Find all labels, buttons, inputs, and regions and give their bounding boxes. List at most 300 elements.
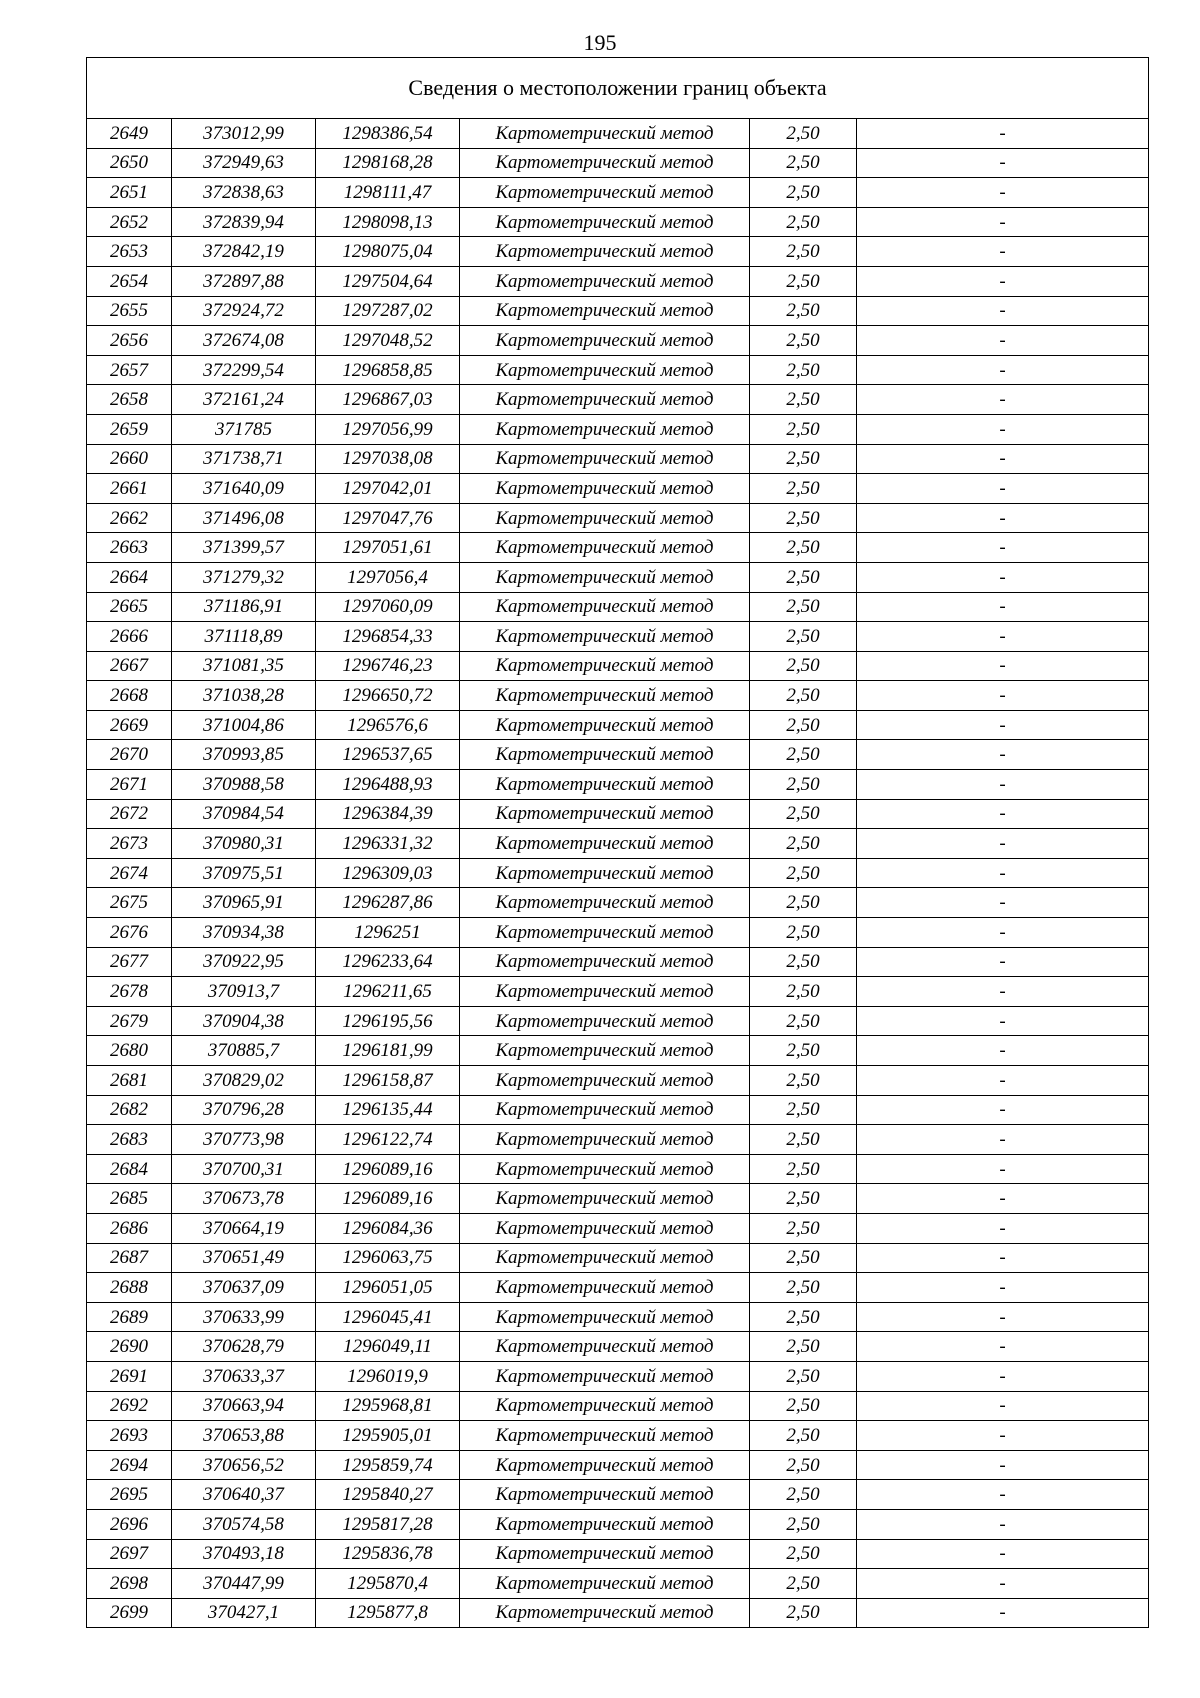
y-coordinate-cell: 1297042,01 (316, 474, 460, 504)
x-coordinate-cell: 372839,94 (172, 207, 316, 237)
accuracy-cell: 2,50 (750, 503, 857, 533)
y-coordinate-cell: 1295836,78 (316, 1539, 460, 1569)
point-number-cell: 2665 (87, 592, 172, 622)
description-cell: - (857, 1184, 1149, 1214)
description-cell: - (857, 355, 1149, 385)
description-cell: - (857, 296, 1149, 326)
description-cell: - (857, 799, 1149, 829)
table-row (87, 1066, 1149, 1096)
method-cell: Картометрический метод (460, 858, 750, 888)
table-row (87, 1213, 1149, 1243)
description-cell: - (857, 1273, 1149, 1303)
point-number-cell: 2655 (87, 296, 172, 326)
accuracy-cell: 2,50 (750, 296, 857, 326)
table-row (87, 681, 1149, 711)
point-number-cell: 2658 (87, 385, 172, 415)
x-coordinate-cell: 373012,99 (172, 119, 316, 149)
x-coordinate-cell: 371738,71 (172, 444, 316, 474)
x-coordinate-cell: 370988,58 (172, 770, 316, 800)
y-coordinate-cell: 1296867,03 (316, 385, 460, 415)
table-title: Сведения о местоположении границ объекта (87, 58, 1149, 119)
point-number-cell: 2654 (87, 266, 172, 296)
point-number-cell: 2669 (87, 710, 172, 740)
method-cell: Картометрический метод (460, 1569, 750, 1599)
x-coordinate-cell: 370965,91 (172, 888, 316, 918)
description-cell: - (857, 1391, 1149, 1421)
x-coordinate-cell: 370829,02 (172, 1066, 316, 1096)
accuracy-cell: 2,50 (750, 266, 857, 296)
description-cell: - (857, 770, 1149, 800)
description-cell: - (857, 592, 1149, 622)
point-number-cell: 2696 (87, 1509, 172, 1539)
table-row (87, 562, 1149, 592)
description-cell: - (857, 947, 1149, 977)
method-cell: Картометрический метод (460, 829, 750, 859)
description-cell: - (857, 148, 1149, 178)
y-coordinate-cell: 1296051,05 (316, 1273, 460, 1303)
x-coordinate-cell: 370984,54 (172, 799, 316, 829)
accuracy-cell: 2,50 (750, 1332, 857, 1362)
y-coordinate-cell: 1297060,09 (316, 592, 460, 622)
point-number-cell: 2679 (87, 1006, 172, 1036)
y-coordinate-cell: 1296019,9 (316, 1361, 460, 1391)
method-cell: Картометрический метод (460, 740, 750, 770)
y-coordinate-cell: 1296854,33 (316, 622, 460, 652)
y-coordinate-cell: 1296384,39 (316, 799, 460, 829)
y-coordinate-cell: 1297038,08 (316, 444, 460, 474)
accuracy-cell: 2,50 (750, 1006, 857, 1036)
table-row (87, 1361, 1149, 1391)
description-cell: - (857, 1332, 1149, 1362)
description-cell: - (857, 1243, 1149, 1273)
point-number-cell: 2681 (87, 1066, 172, 1096)
y-coordinate-cell: 1296309,03 (316, 858, 460, 888)
method-cell: Картометрический метод (460, 148, 750, 178)
x-coordinate-cell: 372949,63 (172, 148, 316, 178)
y-coordinate-cell: 1298111,47 (316, 178, 460, 208)
method-cell: Картометрический метод (460, 1598, 750, 1628)
method-cell: Картометрический метод (460, 1213, 750, 1243)
table-row (87, 1569, 1149, 1599)
y-coordinate-cell: 1296251 (316, 918, 460, 948)
y-coordinate-cell: 1295870,4 (316, 1569, 460, 1599)
method-cell: Картометрический метод (460, 1243, 750, 1273)
method-cell: Картометрический метод (460, 178, 750, 208)
description-cell: - (857, 1066, 1149, 1096)
table-row (87, 710, 1149, 740)
y-coordinate-cell: 1296135,44 (316, 1095, 460, 1125)
description-cell: - (857, 1125, 1149, 1155)
y-coordinate-cell: 1296195,56 (316, 1006, 460, 1036)
method-cell: Картометрический метод (460, 207, 750, 237)
x-coordinate-cell: 370993,85 (172, 740, 316, 770)
description-cell: - (857, 888, 1149, 918)
method-cell: Картометрический метод (460, 385, 750, 415)
accuracy-cell: 2,50 (750, 681, 857, 711)
method-cell: Картометрический метод (460, 326, 750, 356)
point-number-cell: 2656 (87, 326, 172, 356)
point-number-cell: 2677 (87, 947, 172, 977)
point-number-cell: 2693 (87, 1421, 172, 1451)
description-cell: - (857, 1302, 1149, 1332)
table-row (87, 1036, 1149, 1066)
description-cell: - (857, 1421, 1149, 1451)
method-cell: Картометрический метод (460, 651, 750, 681)
point-number-cell: 2676 (87, 918, 172, 948)
description-cell: - (857, 681, 1149, 711)
description-cell: - (857, 740, 1149, 770)
x-coordinate-cell: 370922,95 (172, 947, 316, 977)
accuracy-cell: 2,50 (750, 1184, 857, 1214)
x-coordinate-cell: 370975,51 (172, 858, 316, 888)
point-number-cell: 2672 (87, 799, 172, 829)
y-coordinate-cell: 1296158,87 (316, 1066, 460, 1096)
point-number-cell: 2673 (87, 829, 172, 859)
table-row (87, 1125, 1149, 1155)
x-coordinate-cell: 370633,99 (172, 1302, 316, 1332)
table-row (87, 237, 1149, 267)
point-number-cell: 2687 (87, 1243, 172, 1273)
x-coordinate-cell: 370651,49 (172, 1243, 316, 1273)
method-cell: Картометрический метод (460, 1184, 750, 1214)
method-cell: Картометрический метод (460, 1539, 750, 1569)
y-coordinate-cell: 1295817,28 (316, 1509, 460, 1539)
point-number-cell: 2657 (87, 355, 172, 385)
description-cell: - (857, 237, 1149, 267)
method-cell: Картометрический метод (460, 444, 750, 474)
boundary-table (86, 57, 1149, 1628)
table-row (87, 326, 1149, 356)
x-coordinate-cell: 370663,94 (172, 1391, 316, 1421)
table-row (87, 503, 1149, 533)
point-number-cell: 2650 (87, 148, 172, 178)
method-cell: Картометрический метод (460, 1036, 750, 1066)
description-cell: - (857, 977, 1149, 1007)
description-cell: - (857, 1569, 1149, 1599)
y-coordinate-cell: 1298168,28 (316, 148, 460, 178)
point-number-cell: 2674 (87, 858, 172, 888)
method-cell: Картометрический метод (460, 266, 750, 296)
method-cell: Картометрический метод (460, 1125, 750, 1155)
table-row (87, 1302, 1149, 1332)
point-number-cell: 2666 (87, 622, 172, 652)
y-coordinate-cell: 1296650,72 (316, 681, 460, 711)
x-coordinate-cell: 370664,19 (172, 1213, 316, 1243)
x-coordinate-cell: 370628,79 (172, 1332, 316, 1362)
description-cell: - (857, 1450, 1149, 1480)
accuracy-cell: 2,50 (750, 1125, 857, 1155)
point-number-cell: 2659 (87, 414, 172, 444)
description-cell: - (857, 1509, 1149, 1539)
point-number-cell: 2664 (87, 562, 172, 592)
table-row (87, 178, 1149, 208)
method-cell: Картометрический метод (460, 1480, 750, 1510)
y-coordinate-cell: 1296089,16 (316, 1154, 460, 1184)
y-coordinate-cell: 1295859,74 (316, 1450, 460, 1480)
y-coordinate-cell: 1298098,13 (316, 207, 460, 237)
table-row (87, 947, 1149, 977)
x-coordinate-cell: 371038,28 (172, 681, 316, 711)
accuracy-cell: 2,50 (750, 918, 857, 948)
x-coordinate-cell: 372838,63 (172, 178, 316, 208)
x-coordinate-cell: 370885,7 (172, 1036, 316, 1066)
x-coordinate-cell: 370656,52 (172, 1450, 316, 1480)
y-coordinate-cell: 1297051,61 (316, 533, 460, 563)
method-cell: Картометрический метод (460, 1332, 750, 1362)
y-coordinate-cell: 1296488,93 (316, 770, 460, 800)
description-cell: - (857, 710, 1149, 740)
table-body (87, 58, 1149, 1628)
point-number-cell: 2651 (87, 178, 172, 208)
y-coordinate-cell: 1296211,65 (316, 977, 460, 1007)
x-coordinate-cell: 370447,99 (172, 1569, 316, 1599)
method-cell: Картометрический метод (460, 562, 750, 592)
description-cell: - (857, 622, 1149, 652)
x-coordinate-cell: 371785 (172, 414, 316, 444)
x-coordinate-cell: 372924,72 (172, 296, 316, 326)
table-row (87, 1450, 1149, 1480)
point-number-cell: 2691 (87, 1361, 172, 1391)
accuracy-cell: 2,50 (750, 474, 857, 504)
x-coordinate-cell: 372299,54 (172, 355, 316, 385)
x-coordinate-cell: 370673,78 (172, 1184, 316, 1214)
y-coordinate-cell: 1296049,11 (316, 1332, 460, 1362)
accuracy-cell: 2,50 (750, 207, 857, 237)
description-cell: - (857, 1095, 1149, 1125)
y-coordinate-cell: 1297047,76 (316, 503, 460, 533)
y-coordinate-cell: 1297056,99 (316, 414, 460, 444)
description-cell: - (857, 1036, 1149, 1066)
y-coordinate-cell: 1297287,02 (316, 296, 460, 326)
x-coordinate-cell: 371496,08 (172, 503, 316, 533)
accuracy-cell: 2,50 (750, 385, 857, 415)
accuracy-cell: 2,50 (750, 829, 857, 859)
point-number-cell: 2692 (87, 1391, 172, 1421)
x-coordinate-cell: 371186,91 (172, 592, 316, 622)
point-number-cell: 2683 (87, 1125, 172, 1155)
description-cell: - (857, 1480, 1149, 1510)
table-row (87, 1154, 1149, 1184)
accuracy-cell: 2,50 (750, 1539, 857, 1569)
description-cell: - (857, 207, 1149, 237)
accuracy-cell: 2,50 (750, 1361, 857, 1391)
point-number-cell: 2695 (87, 1480, 172, 1510)
x-coordinate-cell: 370493,18 (172, 1539, 316, 1569)
accuracy-cell: 2,50 (750, 237, 857, 267)
description-cell: - (857, 829, 1149, 859)
y-coordinate-cell: 1297048,52 (316, 326, 460, 356)
method-cell: Картометрический метод (460, 1450, 750, 1480)
y-coordinate-cell: 1296331,32 (316, 829, 460, 859)
description-cell: - (857, 266, 1149, 296)
accuracy-cell: 2,50 (750, 1480, 857, 1510)
method-cell: Картометрический метод (460, 622, 750, 652)
y-coordinate-cell: 1296089,16 (316, 1184, 460, 1214)
accuracy-cell: 2,50 (750, 326, 857, 356)
table-row (87, 918, 1149, 948)
accuracy-cell: 2,50 (750, 651, 857, 681)
point-number-cell: 2697 (87, 1539, 172, 1569)
table-row (87, 207, 1149, 237)
x-coordinate-cell: 370653,88 (172, 1421, 316, 1451)
description-cell: - (857, 1361, 1149, 1391)
table-row (87, 533, 1149, 563)
x-coordinate-cell: 370574,58 (172, 1509, 316, 1539)
point-number-cell: 2689 (87, 1302, 172, 1332)
method-cell: Картометрический метод (460, 770, 750, 800)
table-row (87, 1391, 1149, 1421)
point-number-cell: 2652 (87, 207, 172, 237)
x-coordinate-cell: 371081,35 (172, 651, 316, 681)
accuracy-cell: 2,50 (750, 947, 857, 977)
point-number-cell: 2694 (87, 1450, 172, 1480)
method-cell: Картометрический метод (460, 681, 750, 711)
accuracy-cell: 2,50 (750, 1302, 857, 1332)
y-coordinate-cell: 1296233,64 (316, 947, 460, 977)
table-row (87, 1598, 1149, 1628)
description-cell: - (857, 414, 1149, 444)
accuracy-cell: 2,50 (750, 414, 857, 444)
method-cell: Картометрический метод (460, 1361, 750, 1391)
method-cell: Картометрический метод (460, 1391, 750, 1421)
y-coordinate-cell: 1296122,74 (316, 1125, 460, 1155)
table-row (87, 592, 1149, 622)
point-number-cell: 2675 (87, 888, 172, 918)
table-row (87, 1273, 1149, 1303)
x-coordinate-cell: 371004,86 (172, 710, 316, 740)
accuracy-cell: 2,50 (750, 888, 857, 918)
table-row (87, 385, 1149, 415)
description-cell: - (857, 1539, 1149, 1569)
point-number-cell: 2678 (87, 977, 172, 1007)
table-row (87, 977, 1149, 1007)
description-cell: - (857, 444, 1149, 474)
x-coordinate-cell: 372842,19 (172, 237, 316, 267)
x-coordinate-cell: 370980,31 (172, 829, 316, 859)
table-row (87, 355, 1149, 385)
table-row (87, 1421, 1149, 1451)
description-cell: - (857, 385, 1149, 415)
table-row (87, 858, 1149, 888)
point-number-cell: 2660 (87, 444, 172, 474)
method-cell: Картометрический метод (460, 1509, 750, 1539)
y-coordinate-cell: 1298075,04 (316, 237, 460, 267)
y-coordinate-cell: 1296858,85 (316, 355, 460, 385)
point-number-cell: 2668 (87, 681, 172, 711)
accuracy-cell: 2,50 (750, 740, 857, 770)
x-coordinate-cell: 370796,28 (172, 1095, 316, 1125)
description-cell: - (857, 1598, 1149, 1628)
accuracy-cell: 2,50 (750, 592, 857, 622)
accuracy-cell: 2,50 (750, 355, 857, 385)
x-coordinate-cell: 370934,38 (172, 918, 316, 948)
point-number-cell: 2667 (87, 651, 172, 681)
description-cell: - (857, 474, 1149, 504)
y-coordinate-cell: 1296576,6 (316, 710, 460, 740)
table-row (87, 1243, 1149, 1273)
table-row (87, 1539, 1149, 1569)
y-coordinate-cell: 1295905,01 (316, 1421, 460, 1451)
accuracy-cell: 2,50 (750, 1598, 857, 1628)
method-cell: Картометрический метод (460, 1066, 750, 1096)
table-row (87, 829, 1149, 859)
accuracy-cell: 2,50 (750, 562, 857, 592)
x-coordinate-cell: 371118,89 (172, 622, 316, 652)
method-cell: Картометрический метод (460, 592, 750, 622)
x-coordinate-cell: 370773,98 (172, 1125, 316, 1155)
table-row (87, 1095, 1149, 1125)
method-cell: Картометрический метод (460, 1421, 750, 1451)
y-coordinate-cell: 1296084,36 (316, 1213, 460, 1243)
description-cell: - (857, 651, 1149, 681)
accuracy-cell: 2,50 (750, 178, 857, 208)
y-coordinate-cell: 1295840,27 (316, 1480, 460, 1510)
accuracy-cell: 2,50 (750, 710, 857, 740)
table-row (87, 1480, 1149, 1510)
point-number-cell: 2661 (87, 474, 172, 504)
method-cell: Картометрический метод (460, 1154, 750, 1184)
y-coordinate-cell: 1296181,99 (316, 1036, 460, 1066)
x-coordinate-cell: 372161,24 (172, 385, 316, 415)
accuracy-cell: 2,50 (750, 1095, 857, 1125)
point-number-cell: 2685 (87, 1184, 172, 1214)
y-coordinate-cell: 1296063,75 (316, 1243, 460, 1273)
point-number-cell: 2686 (87, 1213, 172, 1243)
method-cell: Картометрический метод (460, 918, 750, 948)
table-row (87, 266, 1149, 296)
y-coordinate-cell: 1295877,8 (316, 1598, 460, 1628)
method-cell: Картометрический метод (460, 1095, 750, 1125)
x-coordinate-cell: 370640,37 (172, 1480, 316, 1510)
point-number-cell: 2680 (87, 1036, 172, 1066)
description-cell: - (857, 1154, 1149, 1184)
y-coordinate-cell: 1295968,81 (316, 1391, 460, 1421)
point-number-cell: 2653 (87, 237, 172, 267)
x-coordinate-cell: 370904,38 (172, 1006, 316, 1036)
table-row (87, 474, 1149, 504)
method-cell: Картометрический метод (460, 503, 750, 533)
method-cell: Картометрический метод (460, 799, 750, 829)
accuracy-cell: 2,50 (750, 1066, 857, 1096)
y-coordinate-cell: 1298386,54 (316, 119, 460, 149)
description-cell: - (857, 562, 1149, 592)
point-number-cell: 2670 (87, 740, 172, 770)
point-number-cell: 2671 (87, 770, 172, 800)
accuracy-cell: 2,50 (750, 799, 857, 829)
description-cell: - (857, 503, 1149, 533)
x-coordinate-cell: 370700,31 (172, 1154, 316, 1184)
table-row (87, 296, 1149, 326)
point-number-cell: 2698 (87, 1569, 172, 1599)
description-cell: - (857, 533, 1149, 563)
accuracy-cell: 2,50 (750, 533, 857, 563)
table-row (87, 622, 1149, 652)
method-cell: Картометрический метод (460, 977, 750, 1007)
method-cell: Картометрический метод (460, 414, 750, 444)
accuracy-cell: 2,50 (750, 1213, 857, 1243)
accuracy-cell: 2,50 (750, 1154, 857, 1184)
method-cell: Картометрический метод (460, 355, 750, 385)
accuracy-cell: 2,50 (750, 1450, 857, 1480)
x-coordinate-cell: 371640,09 (172, 474, 316, 504)
method-cell: Картометрический метод (460, 888, 750, 918)
x-coordinate-cell: 370427,1 (172, 1598, 316, 1628)
x-coordinate-cell: 372897,88 (172, 266, 316, 296)
point-number-cell: 2663 (87, 533, 172, 563)
accuracy-cell: 2,50 (750, 444, 857, 474)
accuracy-cell: 2,50 (750, 622, 857, 652)
accuracy-cell: 2,50 (750, 119, 857, 149)
